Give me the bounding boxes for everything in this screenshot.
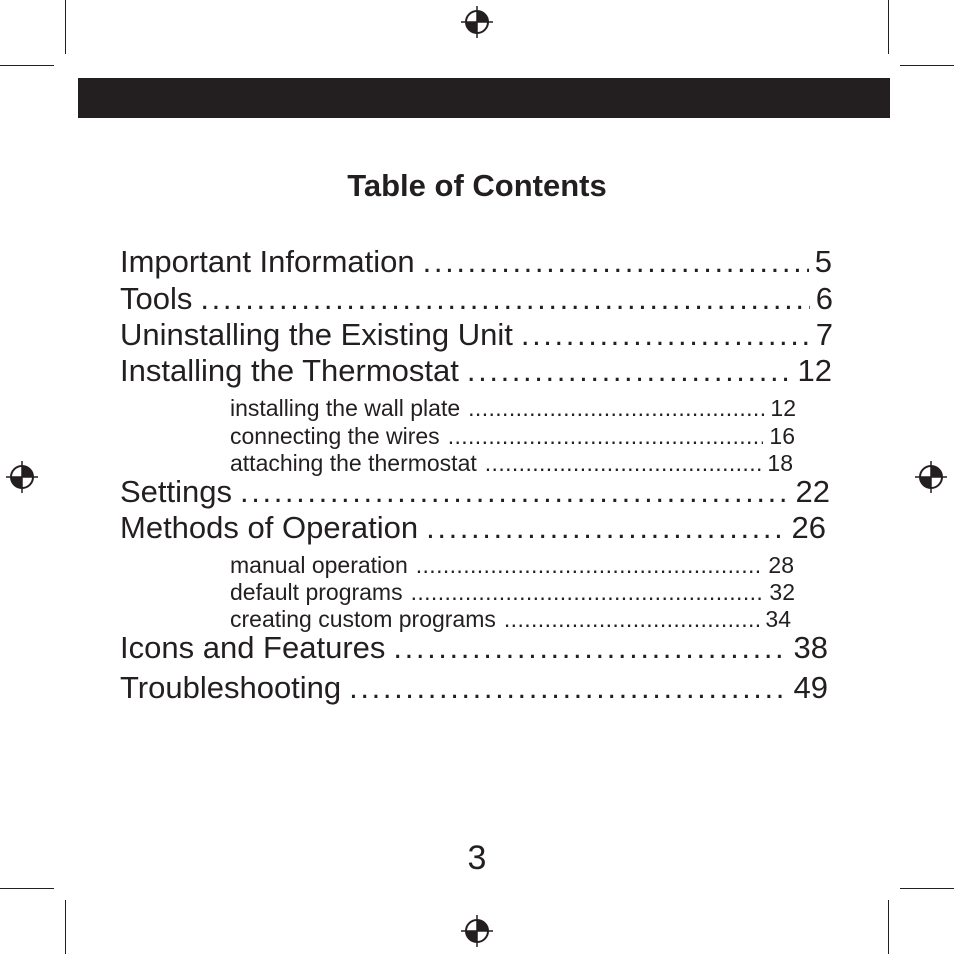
toc-entry-page: 32 [769, 579, 795, 605]
toc-leader-dots [240, 474, 790, 510]
toc-entry-page: 5 [814, 244, 832, 279]
toc-entry-label: Troubleshooting [120, 670, 342, 705]
crop-mark-bottom-left-horizontal [0, 888, 54, 889]
toc-entry-settings[interactable] [120, 474, 830, 510]
crop-mark-bottom-left-vertical [65, 900, 66, 954]
toc-entry-icons-and-features[interactable] [120, 630, 828, 666]
toc-entry-label: Icons and Features [120, 630, 386, 665]
toc-entry-methods-of-operation[interactable] [120, 510, 826, 546]
toc-subentry-manual-operation[interactable] [230, 552, 794, 579]
toc-entry-label: Settings [120, 474, 233, 509]
toc-leader-dots [426, 510, 785, 546]
crop-mark-top-left-vertical [65, 0, 66, 54]
registration-mark-left-icon [5, 460, 39, 494]
toc-entry-page: 28 [768, 552, 794, 578]
toc-entry-installing-thermostat[interactable] [120, 353, 832, 389]
toc-entry-label: Methods of Operation [120, 510, 419, 545]
registration-mark-bottom-icon [460, 914, 494, 948]
toc-entry-label: connecting the wires [230, 423, 440, 449]
toc-entry-page: 49 [793, 670, 828, 705]
registration-mark-right-icon [914, 460, 948, 494]
toc-entry-page: 16 [769, 423, 795, 449]
toc-subentry-attaching-thermostat[interactable] [230, 450, 793, 477]
toc-title: Table of Contents [347, 168, 607, 203]
registration-mark-top-icon [460, 5, 494, 39]
toc-entry-page: 18 [767, 450, 793, 476]
toc-leader-dots [200, 281, 809, 317]
toc-entry-uninstalling-existing-unit[interactable] [120, 317, 833, 353]
crop-mark-bottom-right-vertical [888, 900, 889, 954]
toc-subentry-installing-wall-plate[interactable] [230, 395, 796, 422]
toc-leader-dots [467, 353, 792, 389]
toc-leader-dots [468, 395, 764, 422]
toc-subentry-creating-custom-programs[interactable] [230, 606, 791, 633]
toc-entry-label: Important Information [120, 244, 415, 279]
toc-entry-page: 38 [793, 630, 828, 665]
crop-mark-top-left-horizontal [0, 65, 54, 66]
toc-entry-label: Tools [120, 281, 193, 316]
toc-leader-dots [416, 552, 763, 579]
page-number: 3 [467, 839, 487, 877]
toc-entry-label: installing the wall plate [230, 395, 461, 421]
header-bar [78, 78, 890, 118]
toc-entry-page: 12 [770, 395, 796, 421]
toc-entry-page: 26 [791, 510, 826, 545]
toc-subentry-default-programs[interactable] [230, 579, 795, 606]
toc-entry-label: manual operation [230, 552, 408, 578]
toc-entry-page: 7 [815, 317, 833, 352]
toc-leader-dots [423, 244, 809, 280]
toc-entry-tools[interactable] [120, 281, 833, 317]
toc-leader-dots [393, 630, 787, 666]
toc-leader-dots [411, 579, 764, 606]
toc-leader-dots [521, 317, 810, 353]
toc-leader-dots [349, 670, 787, 706]
toc-entry-label: Installing the Thermostat [120, 353, 459, 388]
crop-mark-top-right-vertical [888, 0, 889, 54]
toc-entry-label: Uninstalling the Existing Unit [120, 317, 513, 352]
toc-entry-page: 6 [815, 281, 833, 316]
crop-mark-bottom-right-horizontal [900, 888, 954, 889]
toc-entry-page: 34 [765, 606, 791, 632]
toc-entry-important-information[interactable] [120, 244, 832, 280]
toc-leader-dots [448, 423, 764, 450]
toc-entry-troubleshooting[interactable] [120, 670, 828, 706]
crop-mark-top-right-horizontal [900, 65, 954, 66]
toc-entry-page: 22 [795, 474, 830, 509]
toc-entry-page: 12 [797, 353, 832, 388]
toc-entry-label: attaching the thermostat [230, 450, 477, 476]
toc-leader-dots [485, 450, 762, 477]
toc-subentry-connecting-wires[interactable] [230, 423, 795, 450]
toc-entry-label: default programs [230, 579, 403, 605]
toc-entry-label: creating custom programs [230, 606, 496, 632]
toc-leader-dots [504, 606, 760, 633]
